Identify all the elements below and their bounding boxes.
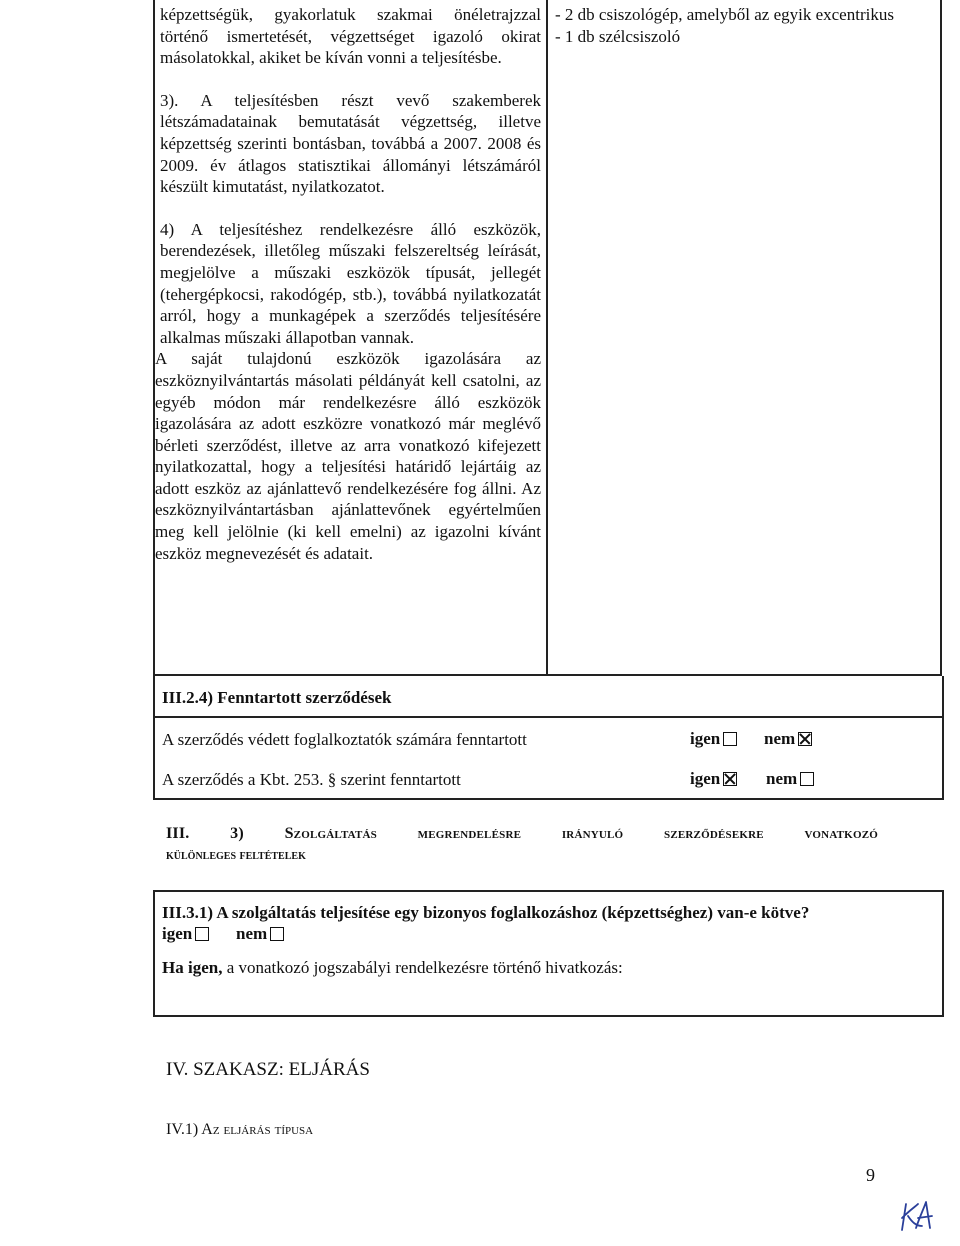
paragraph-qualifications: képzettségük, gyakorlatuk szakmai önéletrajzzal történő ismertetését, végzettséget igazoló okirat másolatokkal, akiket be kíván vonni a teljesítésbe.: [160, 5, 541, 68]
no-label: nem: [764, 729, 796, 748]
section-4-1-heading: IV.1) Az eljárás típusa: [166, 1121, 314, 1138]
checkbox-empty-icon[interactable]: [723, 732, 737, 746]
requirements-right-column: [555, 4, 940, 47]
section-3-heading-line-2: különleges feltételek: [166, 848, 306, 863]
reserved-heading-rule: [153, 716, 944, 718]
equipment-line-1: - 2 db csiszológép, amelyből az egyik excentrikus: [555, 5, 894, 24]
reserved-row-2-text: A szerződés a Kbt. 253. § szerint fenntartott: [162, 770, 461, 789]
no-label: nem: [236, 924, 268, 943]
qualification-yes: [162, 924, 209, 944]
reserved-contracts-heading: III.2.4) Fenntartott szerződések: [162, 688, 392, 707]
signature-initials-icon: [896, 1196, 936, 1236]
yes-label: igen: [162, 924, 193, 943]
column-divider: [546, 0, 548, 676]
checkbox-empty-icon[interactable]: [270, 927, 284, 941]
checkbox-empty-icon[interactable]: [195, 927, 209, 941]
requirements-left-column: [155, 4, 541, 564]
qualification-question: III.3.1) A szolgáltatás teljesítése egy bizonyos foglalkozáshoz (képzettséghez) van-e kötve?: [162, 903, 810, 922]
reserved-row-1-no: [764, 729, 812, 749]
reserved-row-2-no: [766, 769, 814, 789]
legal-reference-line: [162, 957, 623, 979]
equipment-line-2: - 1 db szélcsiszoló: [555, 26, 681, 46]
paragraph-staff-count: 3). A teljesítésben részt vevő szakemberek létszámadatainak bemutatását végzettség, illetve képzettség szerinti bontásban, továbbá a 2007. 2008 és 2009. év átlagos statisztikai állományi létszámáról készült kimutatást, nyilatkozatot.: [160, 90, 541, 197]
legal-reference-text: a vonatkozó jogszabályi rendelkezésre történő hivatkozás:: [222, 958, 623, 977]
ha-igen-label: Ha igen,: [162, 958, 223, 977]
reserved-row-1-text: A szerződés védett foglalkoztatók számára fenntartott: [162, 730, 527, 749]
yes-label: igen: [690, 729, 721, 748]
page-number: 9: [866, 1165, 875, 1185]
paragraph-own-equipment: A saját tulajdonú eszközök igazolására az eszköznyilvántartás másolati példányát kell csatolni, az egyéb módon már rendelkezésre álló eszközök igazolására az adott eszközre vonatkozó már meglévő bérleti szerződést, illetve az arra vonatkozó kifejezett nyilatkozattal, hogy a teljesítési határidő lejártáig az adott eszköz az ajánlattevő rendelkezésére fog állni. Az eszköznyilvántartásban ajánlattevőnek egyértelműen meg kell jelölnie (ki kell emelni) az igazolni kívánt eszköz megnevezését és adatait.: [155, 349, 541, 563]
yes-label: igen: [690, 769, 721, 788]
checkbox-checked-icon[interactable]: [798, 732, 812, 746]
paragraph-equipment: 4) A teljesítéshez rendelkezésre álló eszközök, berendezések, illetőleg műszaki felszereltség leírását, megjelölve a műszaki eszközök típusát, jellegét (tehergépkocsi, rakodógép, stb.), továbbá nyilatkozatát arról, hogy a munkagépek a szerződés teljesítésére alkalmas műszaki állapotban vannak.: [160, 219, 541, 347]
checkbox-empty-icon[interactable]: [800, 772, 814, 786]
checkbox-checked-icon[interactable]: [723, 772, 737, 786]
section-4-heading: IV. SZAKASZ: ELJÁRÁS: [166, 1059, 370, 1080]
qualification-no: [236, 924, 284, 944]
reserved-row-2-yes: [690, 769, 737, 789]
no-label: nem: [766, 769, 798, 788]
section-3-heading: III. 3) Szolgáltatás megrendelésre irányuló szerződésekre vonatkozó: [166, 825, 878, 842]
reserved-row-1-yes: [690, 729, 737, 749]
